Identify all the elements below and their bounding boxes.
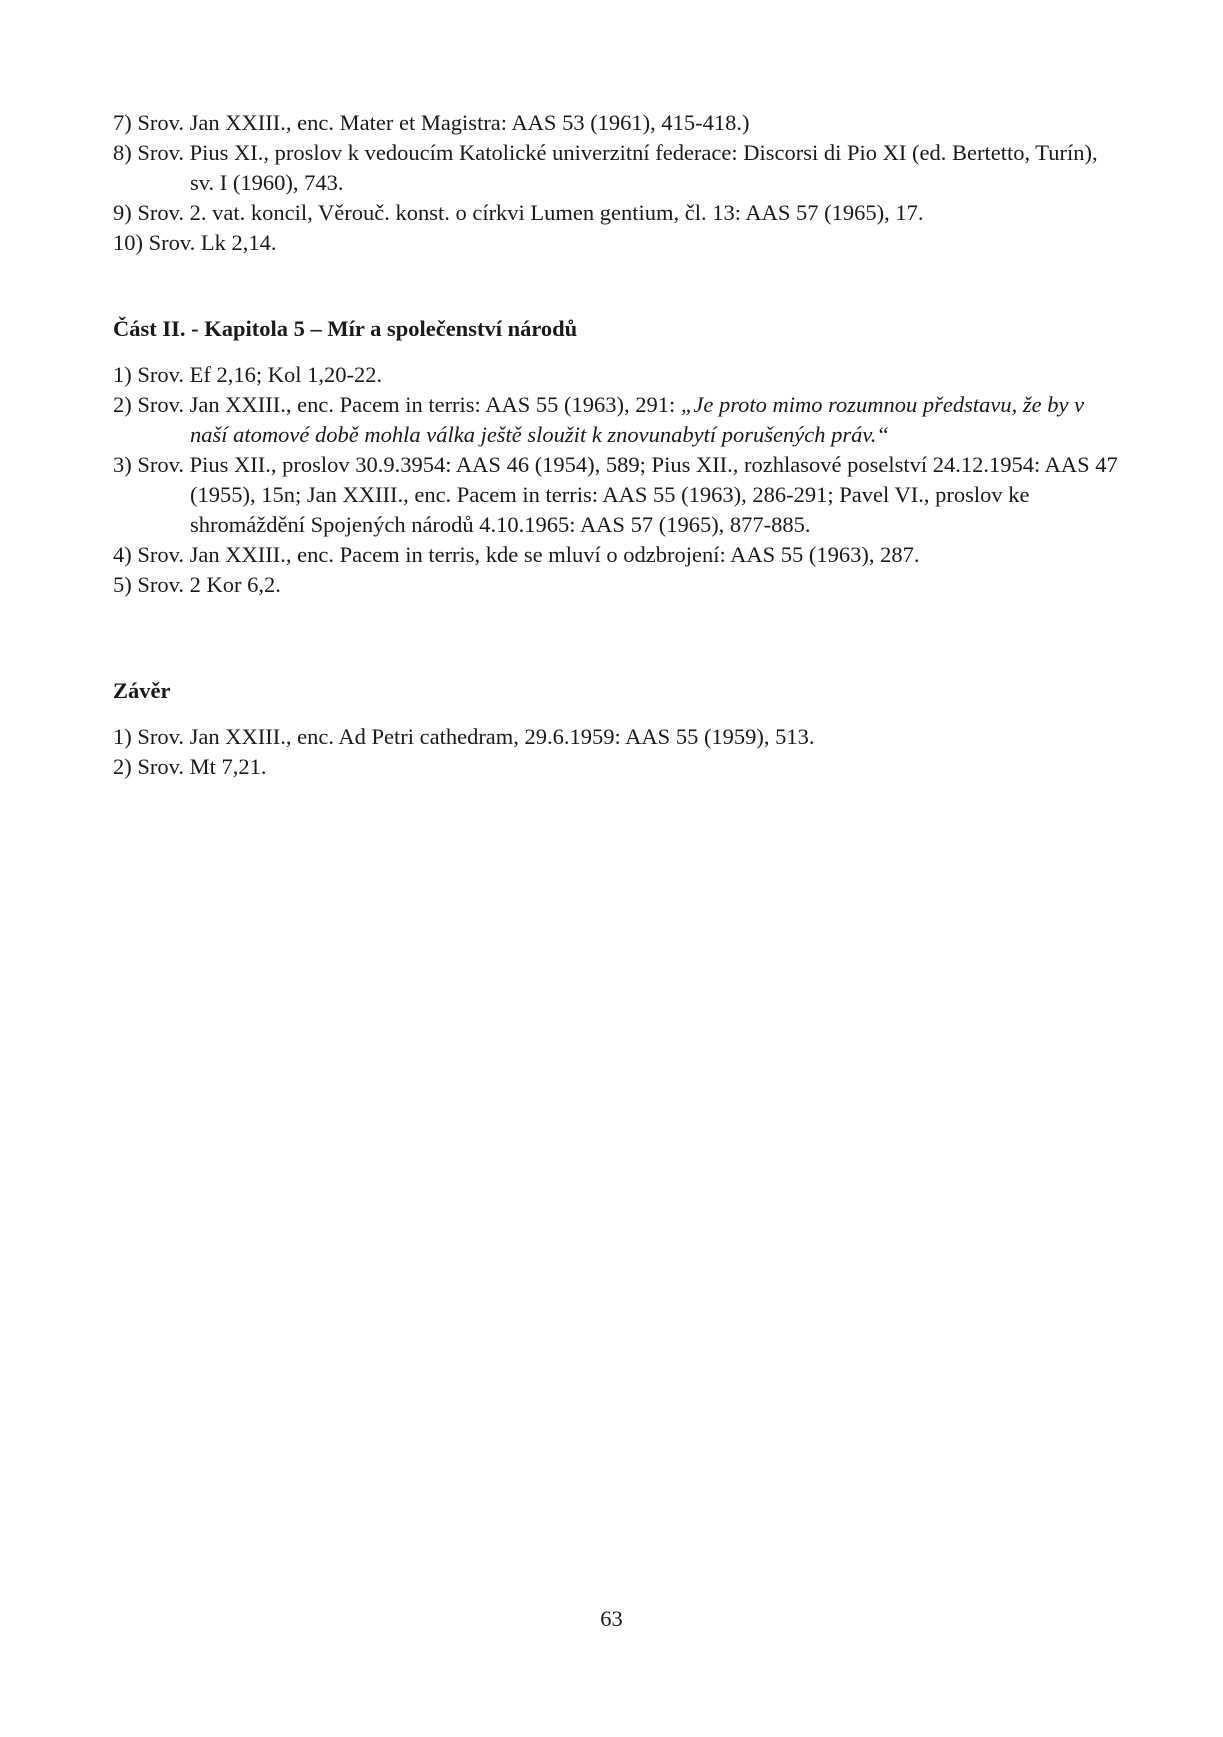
footnote-7: 7) Srov. Jan XXIII., enc. Mater et Magistra: AAS 53 (1961), 415-418.) (113, 110, 750, 135)
footnote-5: 5) Srov. 2 Kor 6,2. (113, 572, 281, 597)
footnote-2-quote: „Je proto mimo rozumnou představu, že by v naší atomové době mohla válka ještě sloužit k znovunabytí porušených práv.“ (190, 392, 1085, 447)
footnote-1: 1) Srov. Jan XXIII., enc. Ad Petri cathedram, 29.6.1959: AAS 55 (1959), 513. (113, 724, 815, 749)
section-heading-conclusion: Závěr (113, 678, 171, 703)
footnotes-section-2 (113, 360, 1123, 600)
footnote-2-text: 2) Srov. Jan XXIII., enc. Pacem in terris: AAS 55 (1963), 291: (113, 392, 681, 417)
footnotes-section-3 (113, 722, 1123, 782)
page-number: 63 (600, 1606, 623, 1631)
footnote-10: 10) Srov. Lk 2,14. (113, 230, 277, 255)
footnote-2: 2) Srov. Mt 7,21. (113, 754, 267, 779)
footnote-4: 4) Srov. Jan XXIII., enc. Pacem in terris, kde se mluví o odzbrojení: AAS 55 (1963), 287. (113, 542, 920, 567)
footnote-8: 8) Srov. Pius XI., proslov k vedoucím Katolické univerzitní federace: Discorsi di Pio XI (ed. Bertetto, Turín), sv. I (1960), 743. (113, 140, 1098, 195)
section-heading-chapter-5: Část II. - Kapitola 5 – Mír a společenství národů (113, 316, 578, 341)
footnote-2 (113, 390, 1123, 450)
footnote-3: 3) Srov. Pius XII., proslov 30.9.3954: AAS 46 (1954), 589; Pius XII., rozhlasové poselství 24.12.1954: AAS 47 (1955), 15n; Jan XXIII., enc. Pacem in terris: AAS 55 (1963), 286-291; Pavel VI., proslov ke shromáždění Spojených národů 4.10.1965: AAS 57 (1965), 877-885. (113, 452, 1118, 537)
footnote-1: 1) Srov. Ef 2,16; Kol 1,20-22. (113, 362, 383, 387)
footnotes-section-1 (113, 108, 1123, 258)
footnote-9: 9) Srov. 2. vat. koncil, Věrouč. konst. o církvi Lumen gentium, čl. 13: AAS 57 (1965), 17. (113, 200, 924, 225)
